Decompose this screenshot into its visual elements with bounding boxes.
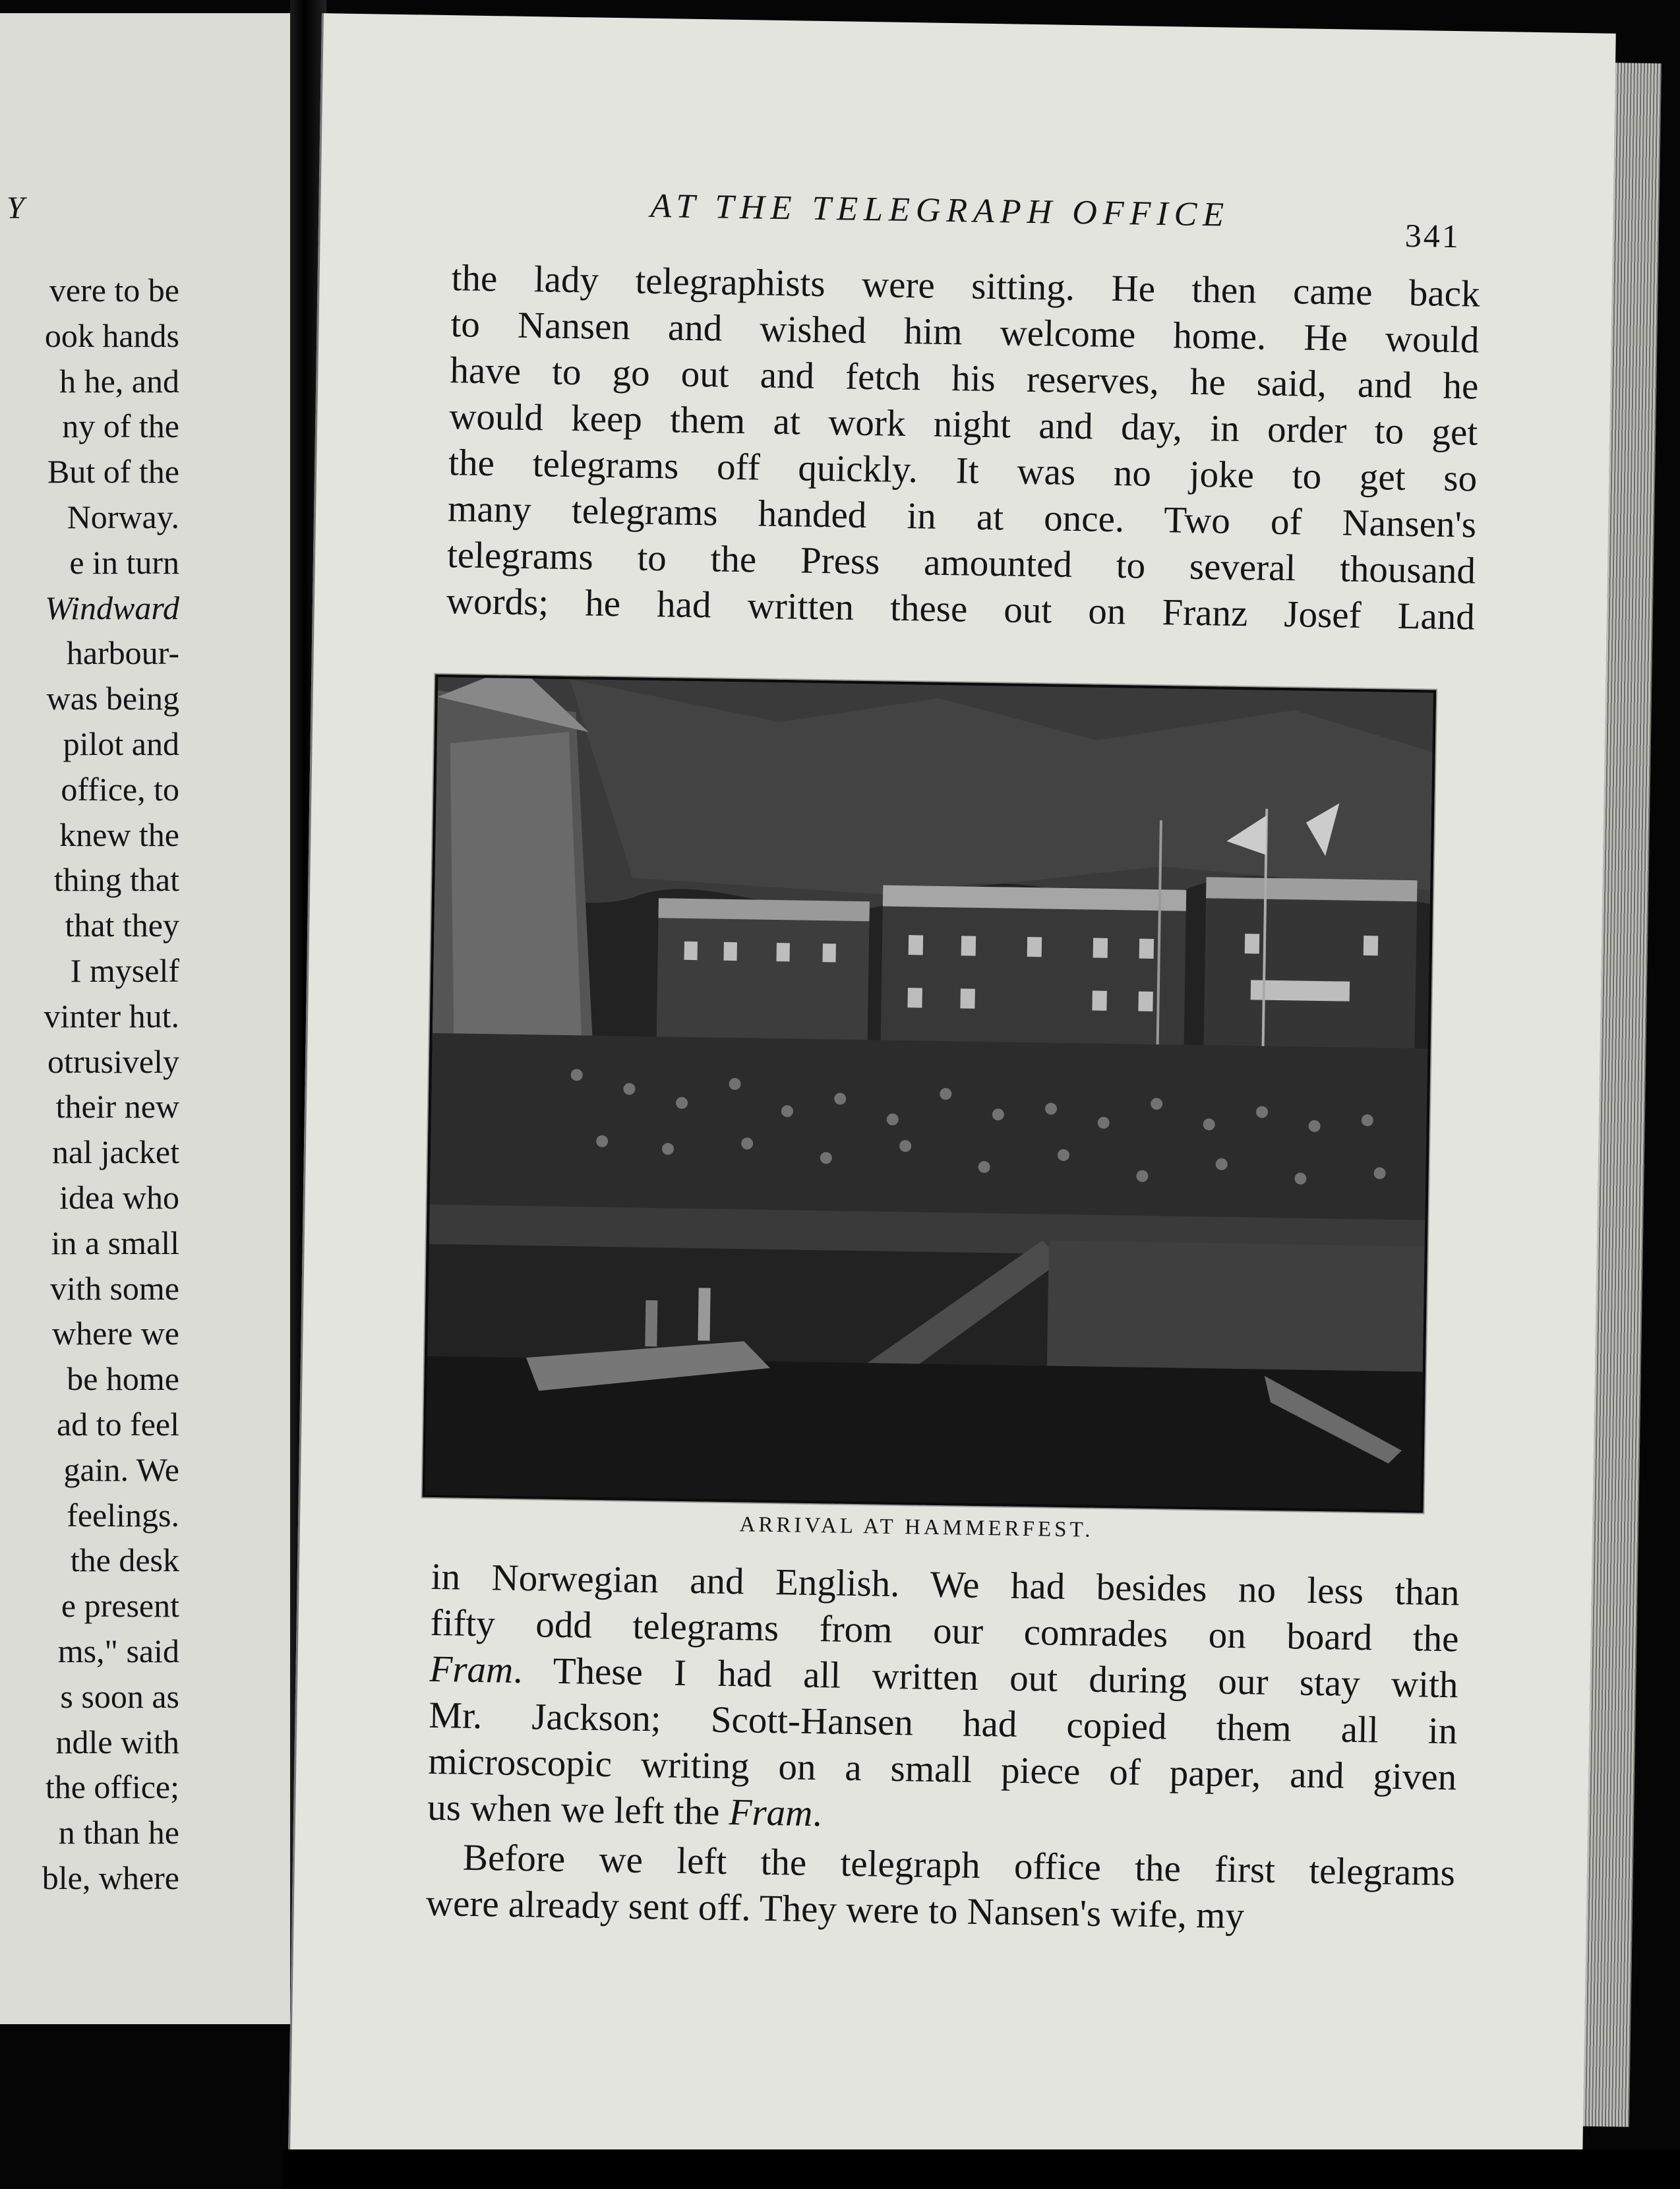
left-page-line: pilot and [63,725,179,762]
left-page-line: ble, where [42,1859,179,1896]
body-line: to Nansen and wished him welcome home. He would [450,303,1480,361]
running-head: AT THE TELEGRAPH OFFICE [650,187,1230,234]
left-page-line: vere to be [49,272,179,309]
body-line: fifty odd telegrams from our comrades on board the [430,1602,1459,1660]
left-page-line: was being [46,680,179,717]
right-page [288,13,1616,2176]
body-line: Fram. These I had all written out during our stay with [429,1648,1458,1706]
left-page-line: vinter hut. [44,997,179,1035]
left-page-line: s soon as [60,1677,179,1715]
body-line: many telegrams handed in at once. Two of Nansen's [447,488,1477,546]
page-number: 341 [1404,216,1461,255]
left-page-line: otrusively [47,1042,179,1080]
left-page-line: where we [52,1315,179,1352]
left-page-line: e present [61,1587,179,1625]
left-page-line: the desk [70,1542,179,1579]
body-line: would keep them at work night and day, in order to get [448,396,1478,454]
left-page-line: feelings. [67,1496,179,1534]
left-page-line: vith some [50,1269,179,1307]
body-line: Before we left the telegraph office the first telegrams [462,1836,1456,1894]
body-line: words; he had written these out on Franz Josef Land [446,580,1476,638]
left-page-line: ndle with [55,1723,179,1760]
left-page-line: that they [65,907,179,944]
left-page-line: ny of the [62,407,179,445]
left-page-line: thing that [53,861,179,899]
left-page-line: h he, and [59,362,179,400]
left-page-line: in a small [51,1224,179,1261]
left-page-line: I myself [70,952,179,989]
left-running-head-fragment: Y [7,191,27,225]
left-page-line: But of the [47,453,179,491]
left-page-line: nal jacket [52,1133,179,1171]
left-page-line: the office; [45,1768,179,1806]
body-line: telegrams to the Press amounted to several thousand [446,534,1476,592]
left-page-line: idea who [59,1179,179,1216]
left-page-line: harbour- [66,634,179,672]
body-line: have to go out and fetch his reserves, he said, and he [450,349,1479,407]
left-page-line: their new [55,1088,179,1125]
left-page-line: gain. We [63,1451,179,1488]
left-page-line: ad to feel [56,1406,179,1443]
left-page-line: office, to [61,770,179,808]
left-page [0,13,294,2024]
harbour-photo-illustration [425,677,1433,1511]
left-page-line: be home [67,1360,179,1398]
body-line: were already sent off. They were to Nansen's wife, my [425,1882,1245,1937]
left-page-line: ms," said [57,1633,179,1669]
left-page-line: Norway. [67,498,179,535]
left-page-line: Windward [45,589,179,626]
body-line: the lady telegraphists were sitting. He then came back [451,257,1481,315]
bottom-shadow [284,2149,1680,2189]
body-line: us when we left the Fram. [427,1786,823,1835]
body-line: the telegrams off quickly. It was no joke to get so [448,442,1478,500]
body-line: Mr. Jackson; Scott-Hansen had copied them all in [428,1694,1458,1753]
left-page-line: e in turn [69,543,179,581]
left-page-line: n than he [58,1814,179,1851]
figure-caption: ARRIVAL AT HAMMERFEST. [739,1513,1094,1542]
left-page-line: knew the [59,816,179,853]
left-page-line: ook hands [44,316,179,354]
body-line: microscopic writing on a small piece of paper, and given [427,1740,1457,1799]
body-line: in Norwegian and English. We had besides no less than [431,1555,1460,1614]
photo-arrival-at-hammerfest [423,675,1436,1513]
